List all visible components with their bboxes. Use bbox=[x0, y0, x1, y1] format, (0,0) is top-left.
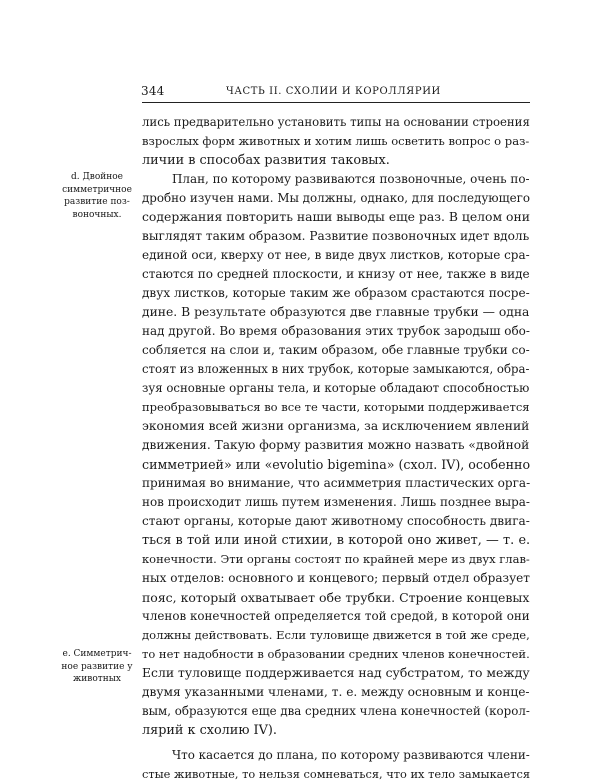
margin-note-d bbox=[56, 171, 138, 221]
text-line: стые животные, то нельзя сомневаться, что их тело замыкается bbox=[142, 767, 530, 781]
text-line: двумя указанными членами, т. е. между основным и конце- bbox=[142, 685, 530, 699]
text-line: стоят из вложенных в них трубок, которые замыкаются, обра- bbox=[142, 362, 530, 376]
text-line: двух листков, которые таким же образом срастаются посре- bbox=[142, 286, 530, 300]
text-line: лярий к схолию IV). bbox=[142, 723, 277, 738]
text-line: конечности. Эти органы состоят по крайней мере из двух глав- bbox=[142, 552, 530, 566]
text-line: ться в той или иной стихии, в которой оно живет, — т. е. bbox=[142, 533, 531, 548]
text-line: содержания повторить наши выводы еще раз. В целом они bbox=[142, 210, 530, 224]
text-line: План, по которому развиваются позвоночные, очень по- bbox=[172, 172, 530, 186]
text-line: Если туловище поддерживается над субстратом, то между bbox=[142, 666, 530, 680]
text-line: Что касается до плана, по которому развиваются члени- bbox=[172, 748, 530, 762]
margin-note-line: ное развитие у bbox=[61, 661, 133, 672]
text-line: экономия всей жизни организма, за исключением явлений bbox=[142, 419, 530, 433]
running-head: ЧАСТЬ II. СХОЛИИ И КОРОЛЛЯРИИ bbox=[226, 86, 441, 97]
text-line: движения. Такую форму развития можно назвать «двойной bbox=[142, 438, 530, 452]
text-line: принимая во внимание, что асимметрия пластических орга- bbox=[142, 476, 531, 490]
text-line: взрослых форм животных и хотим лишь осветить вопрос о раз- bbox=[142, 134, 530, 148]
text-line: вым, образуются еще два средних члена конечностей (корол- bbox=[142, 704, 530, 718]
margin-note-line: воночных. bbox=[72, 209, 122, 220]
text-line: нов происходит лишь путем изменения. Лишь позднее выра- bbox=[142, 495, 530, 509]
margin-note-line: d. Двойное bbox=[70, 172, 124, 182]
text-line: выглядят таким образом. Развитие позвоночных идет вдоль bbox=[142, 229, 530, 243]
text-line: симметрией» или «evolutio bigemina» (схол. IV), особенно bbox=[142, 457, 531, 472]
header-rule bbox=[142, 102, 530, 103]
text-line: то нет надобности в образовании средних членов конечностей. bbox=[142, 647, 530, 661]
margin-note-line: e. Симметрич- bbox=[62, 649, 132, 659]
margin-note-e bbox=[56, 648, 138, 686]
text-line: ных отделов: основного и концевого; первый отдел образует bbox=[142, 571, 530, 585]
text-line: членов конечностей определяется той средой, в которой они bbox=[142, 609, 530, 623]
text-line: лись предварительно установить типы на основании строения bbox=[142, 115, 530, 129]
text-line: собляется на слои и, таким образом, обе главные трубки со- bbox=[142, 343, 530, 357]
margin-note-line: симметричное bbox=[62, 184, 132, 195]
text-line: дробно изучен нами. Мы должны, однако, для последующего bbox=[142, 191, 530, 205]
text-line: стаются по средней плоскости, и книзу от нее, также в виде bbox=[142, 267, 530, 281]
margin-note-line: развитие поз- bbox=[64, 197, 130, 207]
text-line: дине. В результате образуются две главные трубки — одна bbox=[142, 305, 530, 319]
page-number: 344 bbox=[141, 84, 165, 98]
text-line: должны действовать. Если туловище движется в той же среде, bbox=[142, 628, 530, 642]
text-line: личии в способах развития таковых. bbox=[142, 153, 390, 168]
text-line: над другой. Во время образования этих трубок зародыш обо- bbox=[142, 324, 530, 338]
text-line: единой оси, кверху от нее, в виде двух листков, которые сра- bbox=[142, 248, 530, 262]
text-line: стают органы, которые дают животному способность двига- bbox=[142, 514, 530, 528]
text-line: преобразовываться во все те части, которыми поддерживается bbox=[142, 400, 530, 414]
margin-note-line: животных bbox=[73, 674, 121, 684]
text-line: зуя основные органы тела, и которые обладают способностью bbox=[142, 381, 530, 395]
text-line: пояс, который охватывает обе трубки. Строение концевых bbox=[142, 590, 530, 605]
